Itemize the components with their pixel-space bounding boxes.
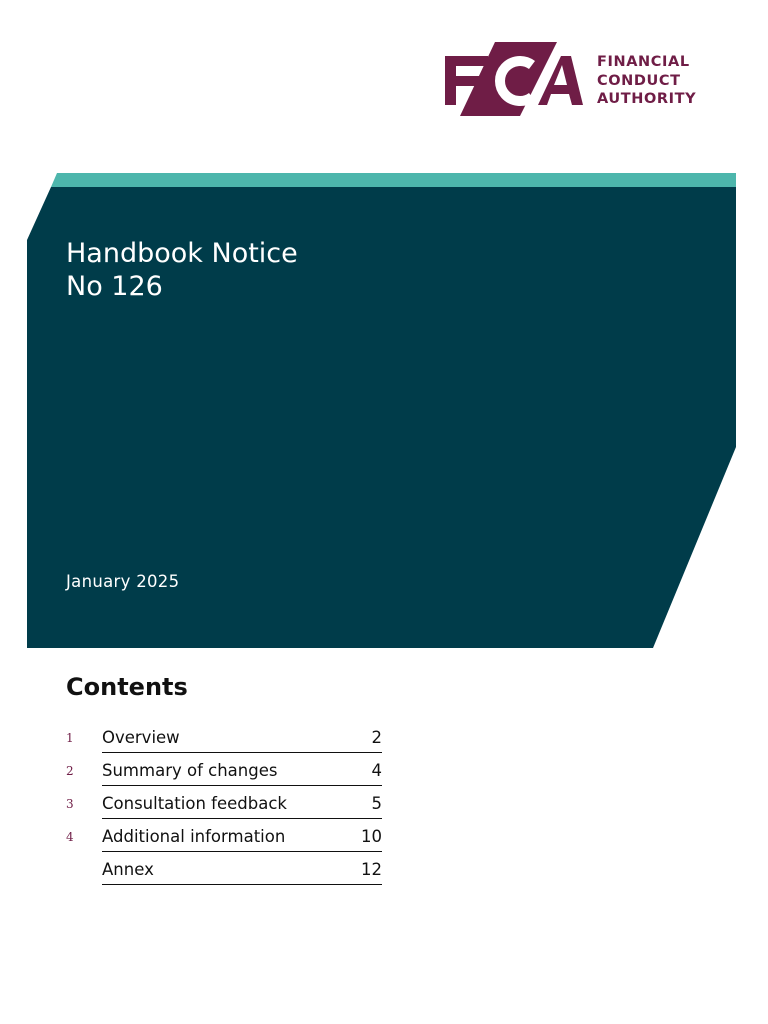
title-line-2: No 126 bbox=[66, 271, 163, 302]
logo-line-conduct: CONDUCT bbox=[597, 72, 681, 89]
toc-row-summary-of-changes[interactable] bbox=[0, 754, 768, 787]
toc-label[interactable]: Summary of changes bbox=[102, 761, 278, 780]
toc-page-number: 12 bbox=[361, 860, 382, 879]
toc-label[interactable]: Annex bbox=[102, 860, 154, 879]
toc-number: 1 bbox=[66, 731, 74, 745]
toc-entry[interactable] bbox=[102, 758, 382, 786]
table-of-contents bbox=[0, 721, 768, 886]
publication-date: January 2025 bbox=[66, 572, 180, 591]
toc-row-overview[interactable] bbox=[0, 721, 768, 754]
toc-page-number: 5 bbox=[371, 794, 382, 813]
logo-line-authority: AUTHORITY bbox=[597, 91, 697, 107]
toc-page-number: 10 bbox=[361, 827, 382, 846]
toc-number: 3 bbox=[66, 797, 74, 811]
document-title bbox=[66, 237, 298, 303]
toc-row-additional-information[interactable] bbox=[0, 820, 768, 853]
toc-entry[interactable] bbox=[102, 824, 382, 852]
cover-accent-band bbox=[51, 173, 736, 187]
toc-number: 4 bbox=[66, 830, 74, 844]
toc-page-number: 4 bbox=[371, 761, 382, 780]
toc-entry[interactable] bbox=[102, 857, 382, 885]
toc-page-number: 2 bbox=[371, 728, 382, 747]
toc-label[interactable]: Overview bbox=[102, 728, 180, 747]
logo-line-financial: FINANCIAL bbox=[597, 54, 690, 70]
toc-number: 2 bbox=[66, 764, 74, 778]
toc-label[interactable]: Additional information bbox=[102, 827, 286, 846]
contents-heading: Contents bbox=[66, 673, 188, 701]
title-line-1: Handbook Notice bbox=[66, 238, 298, 269]
toc-label[interactable]: Consultation feedback bbox=[102, 794, 287, 813]
toc-entry[interactable] bbox=[102, 791, 382, 819]
toc-entry[interactable] bbox=[102, 725, 382, 753]
toc-row-annex[interactable] bbox=[0, 853, 768, 886]
toc-row-consultation-feedback[interactable] bbox=[0, 787, 768, 820]
